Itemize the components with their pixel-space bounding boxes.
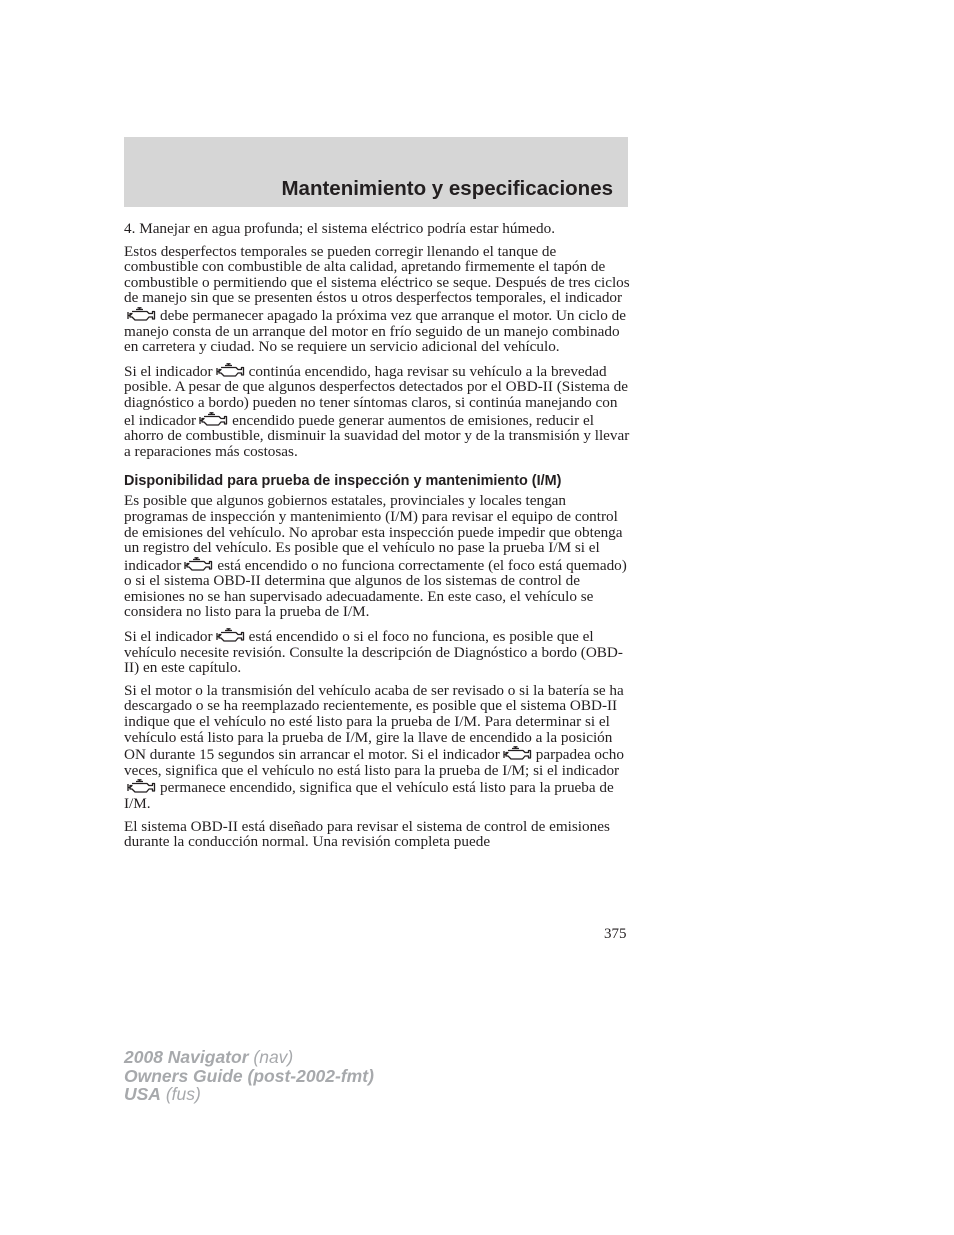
- check-engine-icon: [198, 411, 228, 427]
- paragraph-text: está encendido o no funciona correctamente (el foco está quemado) o si el sistema OBD-II determina que algunos de los sistemas de control de emisiones no se han supervisado adecuadamente. En este caso, el vehículo se considera no listo para la prueba de I/M.: [124, 556, 627, 621]
- footer-model-code: (nav): [253, 1047, 294, 1067]
- paragraph-text: está encendido o si el foco no funciona, es posible que el vehículo necesite revisión. Consulte la descripción de Diagnóstico a bordo (OBD-II) en este capítulo.: [124, 628, 623, 677]
- footer-market-code: (fus): [165, 1084, 201, 1104]
- section-title: Mantenimiento y especificaciones: [281, 177, 613, 200]
- check-engine-icon: [215, 627, 245, 643]
- paragraph-readiness-check: [124, 683, 630, 812]
- footer-line-guide: [124, 1067, 374, 1086]
- paragraph-im-programs: [124, 493, 630, 620]
- page-number: 375: [604, 926, 627, 942]
- page-body: [124, 221, 630, 857]
- paragraph-temporary-faults: [124, 244, 630, 355]
- paragraph-text: Es posible que algunos gobiernos estatales, provinciales y locales tengan programas de inspección y mantenimiento (I/M) para revisar el equipo de control de emisiones del vehículo. No aprobar esta inspección puede impedir que obtenga un registro del vehículo. Es posible que el vehículo no pase la prueba I/M si el indicador: [124, 492, 623, 574]
- check-engine-icon: [215, 362, 245, 378]
- paragraph-text: debe permanecer apagado la próxima vez que arranque el motor. Un ciclo de manejo consta de un arranque del motor en frío seguido de un manejo combinado en carretera y ciudad. No se requiere un servicio adicional del vehículo.: [124, 306, 626, 356]
- paragraph-text: encendido puede generar aumentos de emisiones, reducir el ahorro de combustible, disminuir la suavidad del motor y de la transmisión y llevar a reparaciones más costosas.: [124, 411, 630, 460]
- footer-model: 2008 Navigator: [124, 1047, 249, 1067]
- section-heading-im-readiness: Disponibilidad para prueba de inspección y mantenimiento (I/M): [124, 473, 562, 490]
- footer-line-market: [124, 1085, 374, 1104]
- check-engine-icon: [183, 556, 213, 572]
- paragraph-indicator-remains-on: [124, 362, 630, 460]
- paragraph-text: permanece encendido, significa que el vehículo está listo para la prueba de I/M.: [124, 779, 614, 812]
- check-engine-icon: [126, 306, 156, 322]
- paragraph-text: Si el motor o la transmisión del vehículo acaba de ser revisado o si la batería se ha descargado o se ha reemplazado recientemente, es posible que el sistema OBD-II indique que el vehículo no esté listo para la prueba de I/M. Para determinar si el vehículo está listo para la prueba de I/M, gire la llave de encendido a la posición ON durante 15 segundos sin arrancar el motor. Si el indicador: [124, 681, 624, 764]
- footer-market: USA: [124, 1084, 161, 1104]
- footer-line-model: [124, 1048, 374, 1067]
- paragraph-text: continúa encendido, haga revisar su vehículo a la brevedad posible. A pesar de que algunos desperfectos detectados por el OBD-II (Sistema de diagnóstico a bordo) pueden no tener síntomas claros, si continúa manejando con el indicador: [124, 362, 628, 429]
- paragraph-text: 4. Manejar en agua profunda; el sistema eléctrico podría estar húmedo.: [124, 220, 555, 237]
- check-engine-icon: [502, 745, 532, 761]
- paragraph-text: parpadea ocho veces, significa que el vehículo no está listo para la prueba de I/M; si el indicador: [124, 746, 624, 779]
- paragraph-text: Si el indicador: [124, 362, 213, 380]
- paragraph-text: El sistema OBD-II está diseñado para revisar el sistema de control de emisiones durante la conducción normal. Una revisión completa puede: [124, 817, 610, 851]
- paragraph-text: Estos desperfectos temporales se pueden corregir llenando el tanque de combustible con combustible de alta calidad, apretando firmemente el tapón de combustible o permitiendo que el sistema eléctrico se seque. Después de tres ciclos de manejo sin que se presenten éstos u otros desperfectos temporales, el indicador: [124, 242, 630, 307]
- paragraph-obd-design: [124, 819, 630, 850]
- paragraph-indicator-on-service: [124, 627, 630, 676]
- paragraph-text: Si el indicador: [124, 628, 213, 646]
- check-engine-icon: [126, 778, 156, 794]
- section-header-band: [124, 137, 628, 207]
- footer-guide: Owners Guide (post-2002-fmt): [124, 1065, 374, 1086]
- paragraph-condition-4: [124, 221, 630, 237]
- document-footer: [124, 1048, 374, 1104]
